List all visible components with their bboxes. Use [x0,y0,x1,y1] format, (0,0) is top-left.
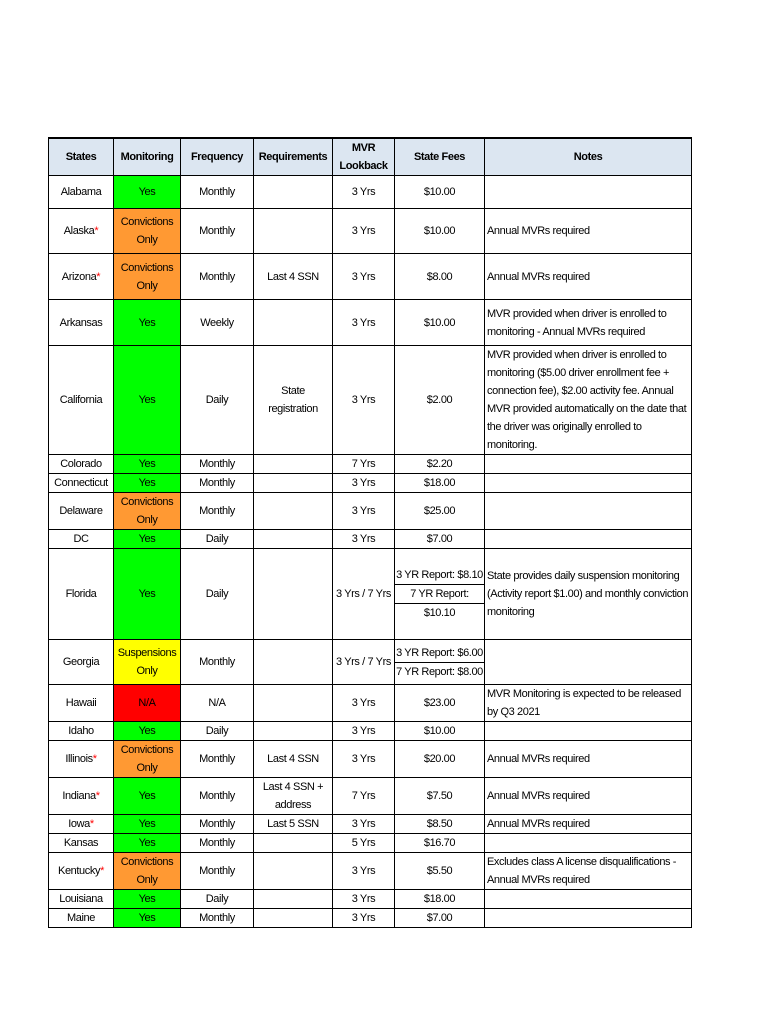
fee-3yr-report: 3 YR Report: $8.10 [395,566,484,585]
frequency-cell: Monthly [181,455,254,474]
annual-mvr-asterisk: * [95,790,100,802]
state-cell [49,254,114,300]
lookback-cell: 3 Yrs / 7 Yrs [333,549,395,640]
state-cell [49,549,114,640]
state-cell [49,474,114,493]
requirements-cell: Last 5 SSN [254,815,333,834]
state-cell [49,640,114,685]
annual-mvr-asterisk: * [92,753,97,765]
mvr-monitoring-table [48,137,692,928]
state-cell [49,741,114,778]
state-name: Alaska [63,225,95,237]
table-row [49,741,692,778]
monitoring-cell: Convictions Only [114,853,181,890]
header-mvr-lookback: MVR Lookback [333,138,395,176]
state-fees-cell: $23.00 [395,685,485,722]
table-row [49,530,692,549]
state-fees-cell: $5.50 [395,853,485,890]
header-notes: Notes [485,138,692,176]
frequency-cell: Daily [181,346,254,455]
state-name: Georgia [62,656,100,668]
table-row [49,346,692,455]
state-cell [49,346,114,455]
notes-cell [485,890,692,909]
monitoring-cell: Yes [114,346,181,455]
requirements-cell [254,209,333,254]
requirements-cell [254,890,333,909]
monitoring-cell: Yes [114,778,181,815]
requirements-cell [254,834,333,853]
notes-cell [485,455,692,474]
frequency-cell: Monthly [181,640,254,685]
annual-mvr-asterisk: * [94,225,99,237]
frequency-cell: Monthly [181,834,254,853]
frequency-cell: Monthly [181,474,254,493]
state-fees-cell [395,640,485,685]
state-fees-cell: $7.50 [395,778,485,815]
state-name: Louisiana [59,893,103,905]
monitoring-cell: Yes [114,815,181,834]
frequency-cell: Monthly [181,176,254,209]
state-name: Kentucky [58,865,101,877]
state-cell [49,815,114,834]
fee-7yr-report-label: 7 YR Report: [395,585,484,604]
fee-7yr-report: $10.10 [423,607,456,619]
state-cell [49,493,114,530]
requirements-cell [254,722,333,741]
frequency-cell: Monthly [181,853,254,890]
state-fees-cell: $25.00 [395,493,485,530]
table-row [49,778,692,815]
state-fees-cell: $16.70 [395,834,485,853]
frequency-cell: Monthly [181,741,254,778]
notes-cell: Annual MVRs required [485,741,692,778]
lookback-cell: 3 Yrs [333,176,395,209]
header-row [49,138,692,176]
table-row [49,722,692,741]
lookback-cell: 3 Yrs [333,254,395,300]
state-name: Alabama [60,186,102,198]
notes-cell [485,474,692,493]
frequency-cell: Daily [181,890,254,909]
state-name: California [59,394,103,406]
state-name: Connecticut [54,477,108,489]
monitoring-cell: Yes [114,455,181,474]
lookback-cell: 3 Yrs [333,853,395,890]
frequency-cell: Daily [181,530,254,549]
monitoring-cell: Yes [114,549,181,640]
state-fees-cell: $18.00 [395,890,485,909]
monitoring-cell: Yes [114,909,181,928]
lookback-cell: 3 Yrs [333,741,395,778]
table-body [49,176,692,928]
notes-cell: Excludes class A license disqualifications - Annual MVRs required [485,853,692,890]
requirements-cell [254,493,333,530]
requirements-cell [254,455,333,474]
notes-cell: State provides daily suspension monitoring (Activity report $1.00) and monthly conviction monitoring [485,549,692,640]
notes-cell [485,176,692,209]
monitoring-cell: Yes [114,530,181,549]
frequency-cell: Monthly [181,254,254,300]
notes-cell: Annual MVRs required [485,209,692,254]
notes-cell [485,722,692,741]
header-states: States [49,138,114,176]
state-cell [49,722,114,741]
state-name: Maine [67,912,95,924]
lookback-cell: 3 Yrs [333,346,395,455]
state-fees-cell: $20.00 [395,741,485,778]
state-name: Hawaii [65,697,97,709]
lookback-cell: 3 Yrs [333,722,395,741]
lookback-cell: 7 Yrs [333,778,395,815]
monitoring-cell: N/A [114,685,181,722]
state-name: DC [73,533,89,545]
state-cell [49,890,114,909]
monitoring-cell: Convictions Only [114,741,181,778]
monitoring-cell: Suspensions Only [114,640,181,685]
monitoring-cell: Convictions Only [114,209,181,254]
table-row [49,640,692,685]
table-row [49,455,692,474]
state-name: Iowa [68,818,90,830]
requirements-cell: Last 4 SSN [254,254,333,300]
state-cell [49,778,114,815]
lookback-cell: 3 Yrs / 7 Yrs [333,640,395,685]
requirements-cell [254,530,333,549]
notes-cell: Annual MVRs required [485,815,692,834]
requirements-cell [254,474,333,493]
monitoring-cell: Yes [114,176,181,209]
table-row [49,815,692,834]
state-name: Idaho [68,725,94,737]
fee-3yr-report: 3 YR Report: $6.00 [395,644,484,663]
lookback-cell: 3 Yrs [333,530,395,549]
monitoring-cell: Convictions Only [114,493,181,530]
requirements-cell: Last 4 SSN [254,741,333,778]
state-fees-cell: $10.00 [395,722,485,741]
notes-cell [485,834,692,853]
state-name: Indiana [62,790,96,802]
state-name: Florida [65,588,97,600]
state-fees-cell: $8.00 [395,254,485,300]
state-fees-cell: $18.00 [395,474,485,493]
state-cell [49,685,114,722]
lookback-cell: 3 Yrs [333,209,395,254]
monitoring-cell: Convictions Only [114,254,181,300]
requirements-cell [254,549,333,640]
table-row [49,685,692,722]
state-name: Delaware [59,505,103,517]
state-fees-cell: $2.20 [395,455,485,474]
header-monitoring: Monitoring [114,138,181,176]
header-frequency: Frequency [181,138,254,176]
notes-cell: Annual MVRs required [485,778,692,815]
notes-cell [485,493,692,530]
requirements-cell: State registration [254,346,333,455]
frequency-cell: Daily [181,722,254,741]
monitoring-cell: Yes [114,474,181,493]
header-state-fees: State Fees [395,138,485,176]
notes-cell [485,640,692,685]
fee-7yr-report: 7 YR Report: $8.00 [396,665,483,678]
monitoring-cell: Yes [114,834,181,853]
annual-mvr-asterisk: * [96,270,101,283]
header-requirements: Requirements [254,138,333,176]
frequency-cell: Monthly [181,909,254,928]
requirements-cell [254,300,333,346]
state-cell [49,909,114,928]
state-cell [49,455,114,474]
notes-cell [485,909,692,928]
state-cell [49,834,114,853]
state-name: Illinois [65,753,93,765]
table-row [49,176,692,209]
monitoring-cell: Yes [114,890,181,909]
frequency-cell: Daily [181,549,254,640]
notes-cell [485,530,692,549]
table-row [49,300,692,346]
state-cell [49,300,114,346]
lookback-cell: 3 Yrs [333,909,395,928]
annual-mvr-asterisk: * [100,865,104,877]
state-name: Arkansas [59,316,103,329]
requirements-cell [254,685,333,722]
lookback-cell: 3 Yrs [333,890,395,909]
state-fees-cell: $10.00 [395,209,485,254]
frequency-cell: Monthly [181,778,254,815]
frequency-cell: Monthly [181,209,254,254]
notes-cell: MVR provided when driver is enrolled to monitoring ($5.00 driver enrollment fee + connection fee), $2.00 activity fee. Annual MVR provided automatically on the date that the driver was originally enrolled to monitoring. [485,346,692,455]
requirements-cell [254,176,333,209]
state-cell [49,209,114,254]
notes-cell: MVR provided when driver is enrolled to monitoring - Annual MVRs required [485,300,692,346]
requirements-cell: Last 4 SSN + address [254,778,333,815]
table-row [49,853,692,890]
table-row [49,549,692,640]
lookback-cell: 3 Yrs [333,300,395,346]
table-row [49,834,692,853]
frequency-cell: Monthly [181,493,254,530]
lookback-cell: 3 Yrs [333,474,395,493]
state-cell [49,530,114,549]
state-fees-cell: $10.00 [395,300,485,346]
lookback-cell: 3 Yrs [333,685,395,722]
state-fees-cell: $7.00 [395,909,485,928]
frequency-cell: N/A [181,685,254,722]
table-row [49,209,692,254]
state-cell [49,176,114,209]
frequency-cell: Weekly [181,300,254,346]
notes-cell: MVR Monitoring is expected to be released by Q3 2021 [485,685,692,722]
monitoring-cell: Yes [114,722,181,741]
requirements-cell [254,853,333,890]
lookback-cell: 3 Yrs [333,815,395,834]
lookback-cell: 3 Yrs [333,493,395,530]
state-name: Arizona [61,270,97,283]
lookback-cell: 5 Yrs [333,834,395,853]
table-row [49,890,692,909]
lookback-cell: 7 Yrs [333,455,395,474]
state-fees-cell: $8.50 [395,815,485,834]
state-fees-cell: $2.00 [395,346,485,455]
state-name: Kansas [63,837,99,849]
state-fees-cell: $10.00 [395,176,485,209]
table-row [49,254,692,300]
table-row [49,493,692,530]
annual-mvr-asterisk: * [89,818,94,830]
state-cell [49,853,114,890]
frequency-cell: Monthly [181,815,254,834]
notes-cell: Annual MVRs required [485,254,692,300]
state-fees-cell [395,549,485,640]
requirements-cell [254,640,333,685]
table-row [49,909,692,928]
requirements-cell [254,909,333,928]
state-fees-cell: $7.00 [395,530,485,549]
monitoring-cell: Yes [114,300,181,346]
state-name: Colorado [60,458,102,470]
table-row [49,474,692,493]
